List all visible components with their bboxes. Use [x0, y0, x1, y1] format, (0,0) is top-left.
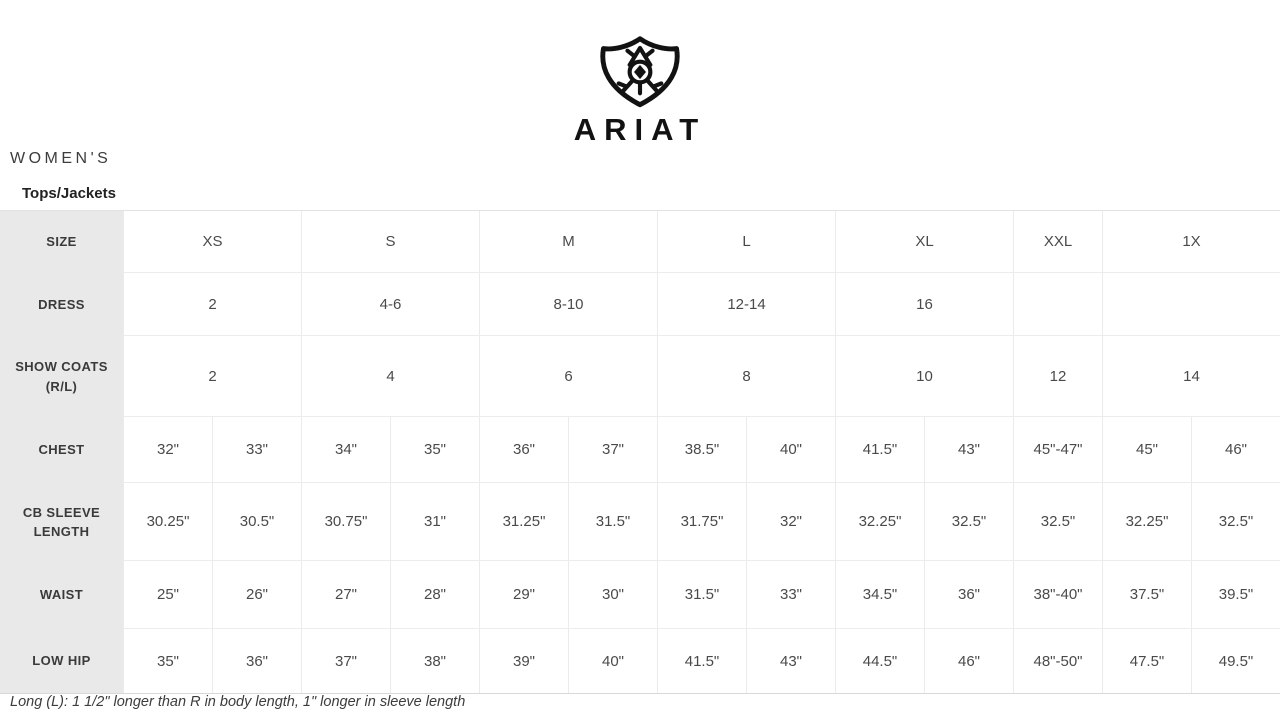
value-cell: 32.5" [924, 483, 1013, 561]
value-cell: 25" [123, 561, 212, 629]
value-cell: 29" [479, 561, 568, 629]
value-cell: 40" [746, 417, 835, 483]
value-cell: 36" [212, 629, 301, 693]
size-header-cell: M [479, 211, 657, 273]
value-cell: 39" [479, 629, 568, 693]
value-cell: 33" [746, 561, 835, 629]
row-label: SIZE [0, 211, 123, 273]
value-cell: 31.5" [568, 483, 657, 561]
value-cell: 41.5" [657, 629, 746, 693]
value-cell: 32" [123, 417, 212, 483]
value-cell: 44.5" [835, 629, 924, 693]
size-header-cell: L [657, 211, 835, 273]
row-label: SHOW COATS (R/L) [0, 336, 123, 417]
size-header-cell: 1X [1102, 211, 1280, 273]
value-cell: 34.5" [835, 561, 924, 629]
value-cell: 26" [212, 561, 301, 629]
size-header-cell: XXL [1013, 211, 1102, 273]
value-cell: 14 [1102, 336, 1280, 417]
value-cell: 38.5" [657, 417, 746, 483]
subcategory-heading: Tops/Jackets [22, 185, 116, 202]
value-cell: 16 [835, 273, 1013, 336]
ariat-shield-logo-icon [597, 36, 683, 108]
value-cell: 46" [1191, 417, 1280, 483]
value-cell: 43" [924, 417, 1013, 483]
value-cell: 12-14 [657, 273, 835, 336]
value-cell: 32.25" [1102, 483, 1191, 561]
value-cell: 30.5" [212, 483, 301, 561]
value-cell: 31.25" [479, 483, 568, 561]
row-label: DRESS [0, 273, 123, 336]
value-cell: 31" [390, 483, 479, 561]
size-header-cell: XS [123, 211, 301, 273]
value-cell: 27" [301, 561, 390, 629]
brand-header [0, 36, 1280, 148]
row-label: LOW HIP [0, 629, 123, 693]
value-cell: 39.5" [1191, 561, 1280, 629]
footnote-text: Long (L): 1 1/2" longer than R in body length, 1" longer in sleeve length [10, 694, 466, 710]
value-cell: 35" [390, 417, 479, 483]
value-cell: 32.5" [1191, 483, 1280, 561]
value-cell [1102, 273, 1280, 336]
value-cell: 12 [1013, 336, 1102, 417]
value-cell: 40" [568, 629, 657, 693]
value-cell: 2 [123, 336, 301, 417]
value-cell: 48"-50" [1013, 629, 1102, 693]
row-label: WAIST [0, 561, 123, 629]
value-cell: 34" [301, 417, 390, 483]
value-cell: 31.5" [657, 561, 746, 629]
value-cell: 32.25" [835, 483, 924, 561]
value-cell: 45"-47" [1013, 417, 1102, 483]
brand-wordmark: ARIAT [573, 112, 707, 147]
size-header-cell: S [301, 211, 479, 273]
value-cell: 32" [746, 483, 835, 561]
value-cell: 2 [123, 273, 301, 336]
value-cell: 46" [924, 629, 1013, 693]
value-cell: 33" [212, 417, 301, 483]
value-cell: 30" [568, 561, 657, 629]
value-cell: 4-6 [301, 273, 479, 336]
value-cell: 30.25" [123, 483, 212, 561]
value-cell: 37.5" [1102, 561, 1191, 629]
value-cell: 31.75" [657, 483, 746, 561]
value-cell: 37" [301, 629, 390, 693]
row-label: CHEST [0, 417, 123, 483]
size-header-cell: XL [835, 211, 1013, 273]
value-cell: 32.5" [1013, 483, 1102, 561]
value-cell: 38"-40" [1013, 561, 1102, 629]
size-chart-table [0, 210, 1280, 694]
value-cell: 28" [390, 561, 479, 629]
value-cell: 10 [835, 336, 1013, 417]
row-label: CB SLEEVE LENGTH [0, 483, 123, 561]
value-cell: 45" [1102, 417, 1191, 483]
value-cell: 49.5" [1191, 629, 1280, 693]
value-cell: 35" [123, 629, 212, 693]
value-cell: 41.5" [835, 417, 924, 483]
value-cell: 47.5" [1102, 629, 1191, 693]
value-cell [1013, 273, 1102, 336]
value-cell: 30.75" [301, 483, 390, 561]
value-cell: 4 [301, 336, 479, 417]
value-cell: 8-10 [479, 273, 657, 336]
value-cell: 36" [924, 561, 1013, 629]
value-cell: 6 [479, 336, 657, 417]
value-cell: 43" [746, 629, 835, 693]
value-cell: 8 [657, 336, 835, 417]
category-heading: WOMEN'S [10, 150, 112, 167]
value-cell: 36" [479, 417, 568, 483]
value-cell: 38" [390, 629, 479, 693]
value-cell: 37" [568, 417, 657, 483]
